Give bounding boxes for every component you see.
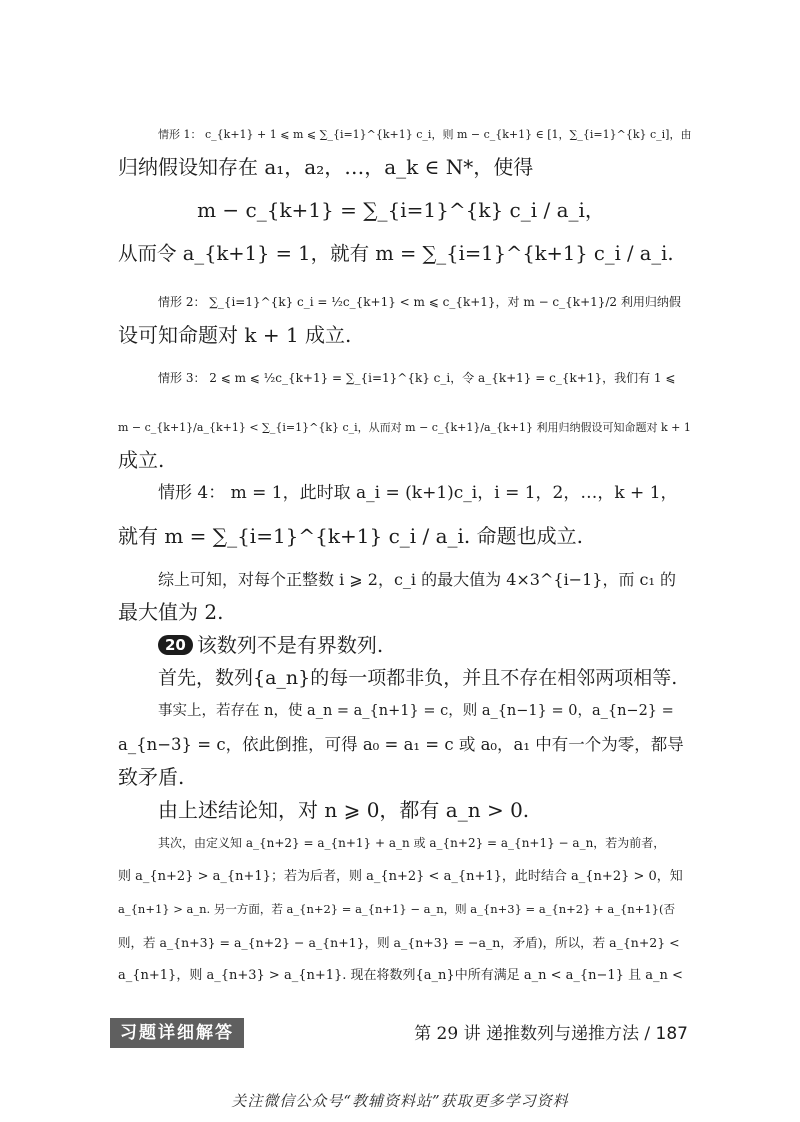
paragraph-line: 则 a_{n+2} > a_{n+1}；若为后者，则 a_{n+2} < a_{n+1}，此时结合 a_{n+2} > 0，知: [118, 869, 683, 884]
case-4-line-2: 就有 m = ∑_{i=1}^{k+1} c_i / a_i. 命题也成立.: [118, 524, 584, 548]
case-1-formula: m − c_{k+1} = ∑_{i=1}^{k} c_i / a_i，: [197, 198, 605, 222]
case-1-conclusion: 从而令 a_{k+1} = 1，就有 m = ∑_{i=1}^{k+1} c_i / a_i.: [118, 242, 674, 265]
case-4-line-1: 情形 4： m = 1，此时取 a_i = (k+1)c_i，i = 1，2，…，k + 1，: [158, 483, 678, 503]
paragraph-line: 其次，由定义知 a_{n+2} = a_{n+1} + a_n 或 a_{n+2} = a_{n+1} − a_n，若为前者，: [158, 836, 666, 850]
chapter-title: 第 29 讲 递推数列与递推方法 /: [414, 1024, 651, 1044]
paragraph-line: 事实上，若存在 n，使 a_n = a_{n+1} = c，则 a_{n−1} = 0，a_{n−2} =: [158, 703, 674, 719]
paragraph-line: a_{n+1}，则 a_{n+3} > a_{n+1}. 现在将数列{a_n}中所有满足 a_n < a_{n−1} 且 a_n <: [118, 968, 683, 983]
problem-number-badge: 20: [158, 635, 193, 655]
case-1-line-1: 情形 1： c_{k+1} + 1 ⩽ m ⩽ ∑_{i=1}^{k+1} c_i，则 m − c_{k+1} ∈ [1，∑_{i=1}^{k} c_i]，由: [158, 128, 692, 141]
case-3-line-3: 成立.: [118, 448, 165, 472]
paragraph-line: a_{n−3} = c，依此倒推，可得 a₀ = a₁ = c 或 a₀，a₁ 中有一个为零，都导: [118, 735, 684, 754]
problem-20-heading: [118, 629, 684, 662]
case-3-line-1: 情形 3： 2 ⩽ m ⩽ ½c_{k+1} = ∑_{i=1}^{k} c_i，令 a_{k+1} = c_{k+1}，我们有 1 ⩽: [158, 371, 676, 385]
watermark-text: 关注微信公众号“教辅资料站”获取更多学习资料: [231, 1092, 569, 1110]
solution-text: [118, 118, 692, 992]
case-3-line-2: m − c_{k+1}/a_{k+1} < ∑_{i=1}^{k} c_i，从而对 m − c_{k+1}/a_{k+1} 利用归纳假设可知命题对 k + 1: [118, 421, 691, 434]
paragraph-line: 由上述结论知，对 n ⩾ 0，都有 a_n > 0.: [158, 798, 530, 822]
paragraph-line: 首先，数列{a_n}的每一项都非负，并且不存在相邻两项相等.: [158, 667, 678, 689]
problem-20-statement: 该数列不是有界数列.: [196, 633, 384, 657]
case-2-line-1: 情形 2： ∑_{i=1}^{k} c_i = ½c_{k+1} < m ⩽ c_{k+1}，对 m − c_{k+1}/2 利用归纳假: [158, 295, 681, 309]
page-number: 187: [655, 1024, 688, 1044]
summary-line-1: 综上可知，对每个正整数 i ⩾ 2，c_i 的最大值为 4×3^{i−1}，而 c₁ 的: [158, 570, 676, 589]
case-2-line-2: 设可知命题对 k + 1 成立.: [118, 323, 352, 347]
summary-line-2: 最大值为 2.: [118, 600, 224, 624]
case-1-line-2: 归纳假设知存在 a₁，a₂，…，a_k ∈ N*，使得: [118, 155, 534, 179]
paragraph-line: 则，若 a_{n+3} = a_{n+2} − a_{n+1}，则 a_{n+3} = −a_n，矛盾)，所以，若 a_{n+2} <: [118, 935, 680, 950]
running-footer: [388, 1022, 688, 1046]
paragraph-line: 致矛盾.: [118, 765, 185, 789]
paragraph-line: a_{n+1} > a_n. 另一方面，若 a_{n+2} = a_{n+1} − a_n，则 a_{n+3} = a_{n+2} + a_{n+1}(否: [118, 902, 675, 916]
section-label: 习题详细解答: [110, 1018, 244, 1048]
